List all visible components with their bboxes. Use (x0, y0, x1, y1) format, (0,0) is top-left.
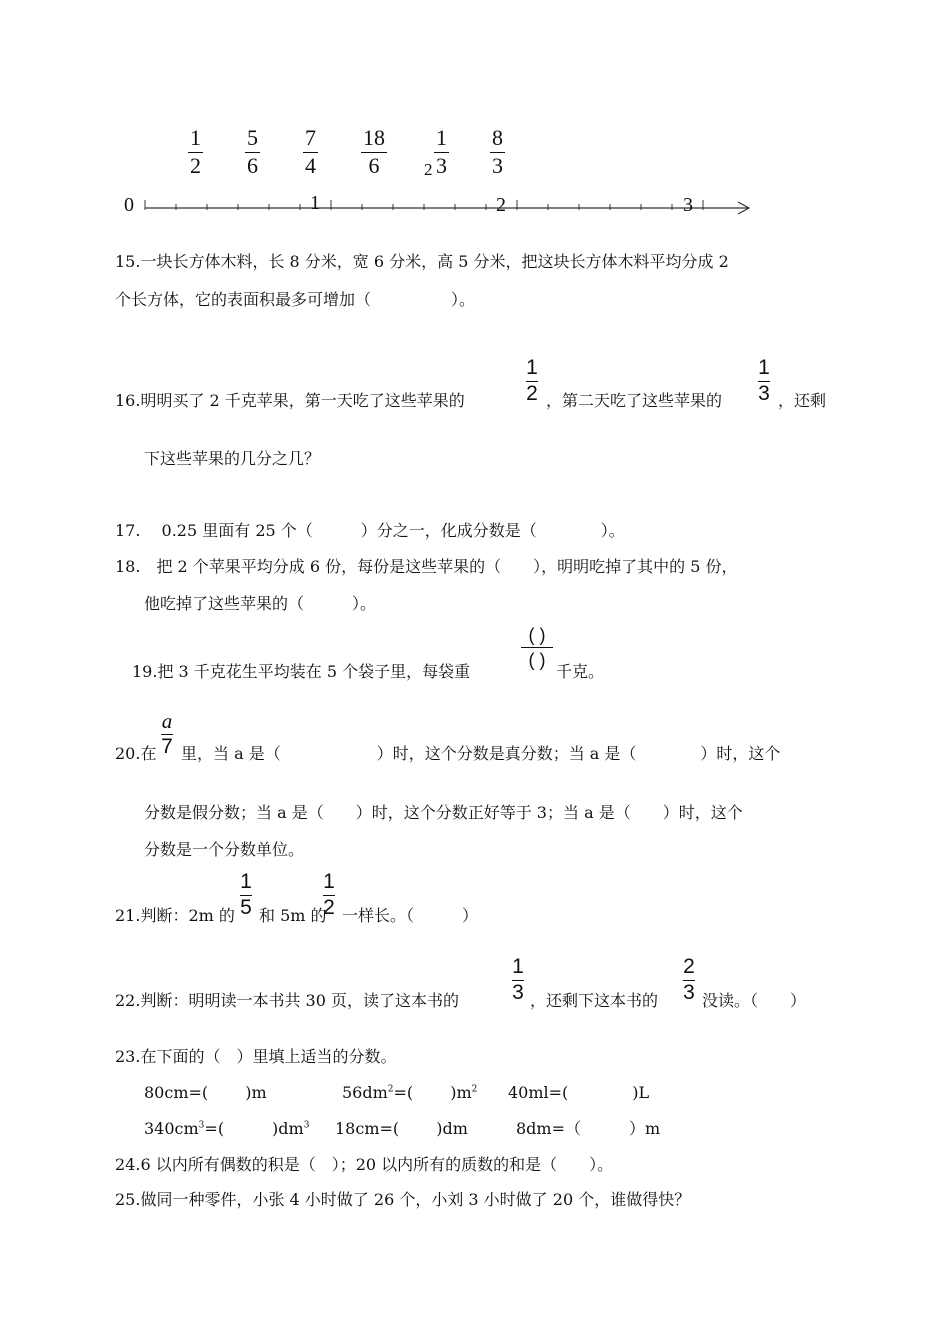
q16-part3: ，还剩 (778, 391, 827, 410)
q20-fraction-a-7 (161, 710, 173, 758)
q18-line2: 他吃掉了这些苹果的（ ）。 (144, 594, 377, 613)
denominator: 3 (492, 153, 503, 178)
denominator: 3 (512, 981, 524, 1004)
denominator: 2 (190, 153, 201, 178)
q21-fraction-1-2 (323, 871, 335, 919)
q23-340cm3-blank: =( )dm (204, 1119, 304, 1138)
q19-blank-fraction[interactable] (520, 624, 554, 671)
denominator: 6 (247, 153, 258, 178)
numerator: 1 (240, 870, 252, 893)
blank-numerator[interactable]: ( ) (528, 625, 546, 645)
numerator: 1 (190, 125, 201, 150)
numerator: 1 (758, 356, 770, 379)
q16-part2: ，第二天吃了这些苹果的 (546, 391, 723, 410)
q23-item-40ml: 40ml=( )L (508, 1083, 650, 1102)
q17: 17. 0.25 里面有 25 个（ ）分之一，化成分数是（ ）。 (115, 521, 625, 540)
denominator: 2 (323, 896, 335, 919)
number-line-axis (0, 0, 950, 230)
q16-fraction-1-2 (526, 357, 538, 405)
q20-line3: 分数是一个分数单位。 (144, 840, 305, 859)
q25: 25.做同一种零件，小张 4 小时做了 26 个，小刘 3 小时做了 20 个，谁做得快？ (115, 1190, 691, 1209)
q23-56dm2-value: 56dm (342, 1083, 388, 1102)
denominator: 4 (305, 153, 316, 178)
q22-part2: ，还剩下这本书的 (530, 991, 659, 1010)
denominator: 3 (758, 382, 770, 405)
numerator: 5 (247, 125, 258, 150)
denominator: 6 (368, 153, 380, 178)
q23-item-340cm3 (144, 1116, 309, 1139)
q20-prefix: 20.在 (115, 744, 157, 763)
q23-item-80cm: 80cm=( )m (144, 1083, 267, 1102)
q23-56dm2-blank: =( )m (393, 1083, 472, 1102)
denominator: 5 (240, 896, 252, 919)
q22-fraction-1-3 (512, 956, 524, 1004)
q19-part2: 千克。 (556, 662, 605, 681)
numerator: 1 (526, 356, 538, 379)
numerator: 7 (305, 125, 316, 150)
q16-line2: 下这些苹果的几分之几？ (144, 449, 321, 468)
q16-part1: 16.明明买了 2 千克苹果，第一天吃了这些苹果的 (115, 391, 465, 410)
q21-part2: 和 5m 的 (259, 906, 327, 925)
q18-line1: 18. 把 2 个苹果平均分成 6 份，每份是这些苹果的（ ），明明吃掉了其中的 5 份， (115, 557, 738, 576)
q24: 24.6 以内所有偶数的积是（ ）；20 以内所有的质数的和是（ ）。 (115, 1155, 614, 1174)
superscript: 3 (303, 1120, 310, 1131)
numerator: 18 (363, 125, 385, 150)
q16-fraction-1-3 (758, 357, 770, 405)
q22-part3: 没读。（ ） (702, 991, 807, 1010)
q21-part1: 21.判断：2m 的 (115, 906, 235, 925)
numerator: 1 (512, 955, 524, 978)
denominator: 3 (683, 981, 695, 1004)
q20-line2: 分数是假分数；当 a 是（ ）时，这个分数正好等于 3；当 a 是（ ）时，这个 (144, 803, 743, 822)
blank-denominator[interactable]: ( ) (528, 650, 546, 670)
superscript: 3 (198, 1120, 205, 1131)
q15-line1: 15.一块长方体木料，长 8 分米，宽 6 分米，高 5 分米，把这块长方体木料平均分成 2 (115, 252, 729, 271)
q23-item-8dm: 8dm=（ ）m (516, 1119, 661, 1138)
q21-fraction-1-5 (240, 871, 252, 919)
q23-title: 23.在下面的（ ）里填上适当的分数。 (115, 1047, 397, 1066)
tick-label-0: 0 (124, 194, 134, 216)
q22-fraction-2-3 (683, 956, 695, 1004)
q20-line1: 里，当 a 是（ ）时，这个分数是真分数；当 a 是（ ）时，这个 (181, 744, 781, 763)
numerator: 1 (323, 870, 335, 893)
denominator: 2 (526, 382, 538, 405)
q19-part1: 19.把 3 千克花生平均装在 5 个袋子里，每袋重 (132, 662, 471, 681)
tick-label-2: 2 (496, 194, 506, 216)
superscript: 2 (387, 1084, 394, 1095)
numerator: 2 (683, 955, 695, 978)
q23-340cm3-value: 340cm (144, 1119, 199, 1138)
fraction-bar (521, 647, 553, 648)
mixed-whole-part: 2 (424, 160, 433, 179)
denominator: 7 (161, 735, 173, 758)
q15-line2: 个长方体，它的表面积最多可增加（ ）。 (115, 290, 476, 309)
numerator: a (161, 709, 173, 733)
tick-label-1: 1 (310, 192, 320, 214)
superscript: 2 (471, 1084, 478, 1095)
denominator: 3 (436, 153, 447, 178)
q23-item-18cm: 18cm=( )dm (335, 1119, 468, 1138)
numerator: 8 (492, 125, 503, 150)
q23-item-56dm2 (342, 1080, 477, 1103)
tick-label-3: 3 (683, 194, 693, 216)
q21-part3: 一样长。（ ） (342, 906, 479, 925)
numerator: 1 (436, 125, 447, 150)
q22-part1: 22.判断：明明读一本书共 30 页，读了这本书的 (115, 991, 459, 1010)
